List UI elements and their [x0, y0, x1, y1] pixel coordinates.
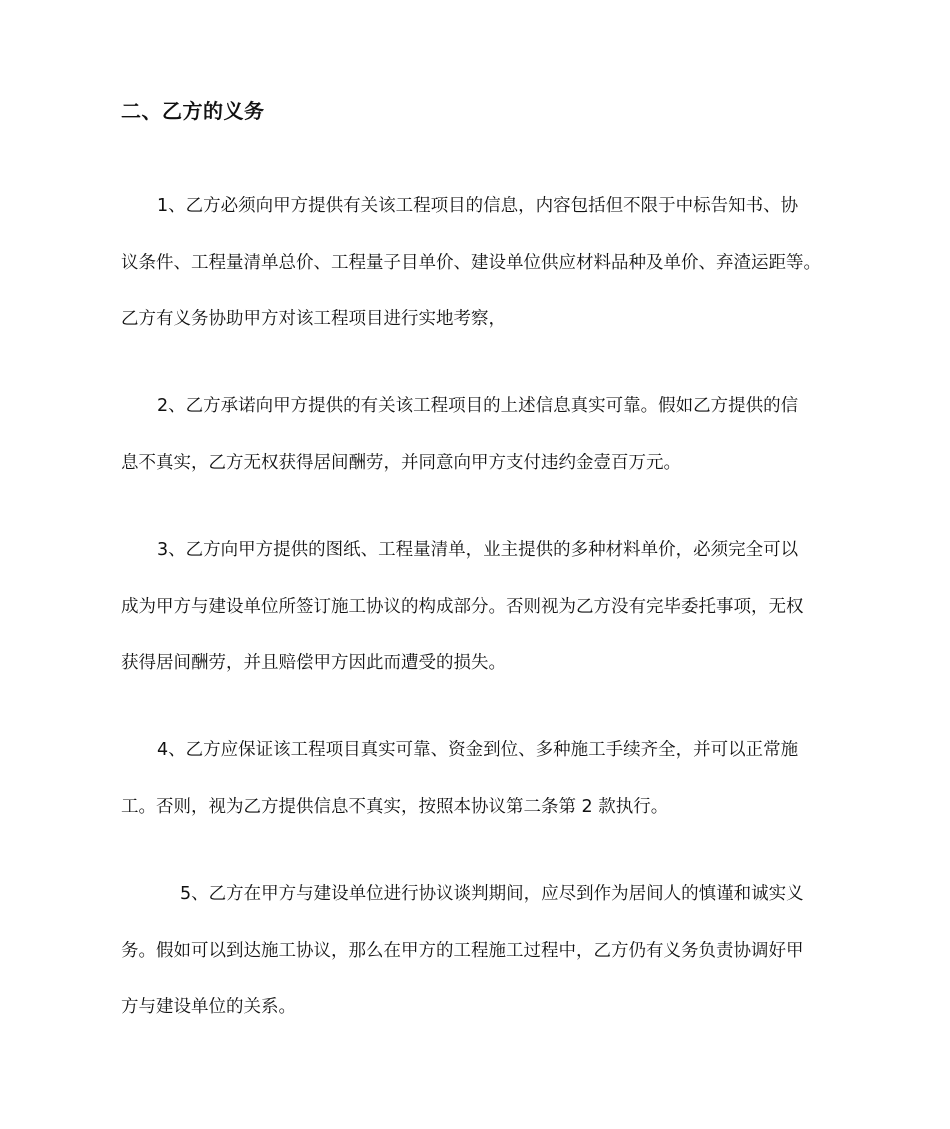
- paragraph-1-line-3: 乙方有义务协助甲方对该工程项目进行实地考察，: [121, 309, 506, 329]
- paragraph-1-line-1: 1、乙方必须向甲方提供有关该工程项目的信息，内容包括但不限于中标告知书、协: [157, 196, 799, 216]
- paragraph-1-line-2: 议条件、工程量清单总价、工程量子目单价、建设单位供应材料品种及单价、弃渣运距等。: [121, 253, 821, 273]
- paragraph-5-line-2: 务。假如可以到达施工协议，那么在甲方的工程施工过程中，乙方仍有义务负责协调好甲: [121, 941, 804, 961]
- paragraph-4-line-2: 工。否则，视为乙方提供信息不真实，按照本协议第二条第 2 款执行。: [121, 797, 669, 817]
- paragraph-5-line-1: 5、乙方在甲方与建设单位进行协议谈判期间，应尽到作为居间人的慎谨和诚实义: [180, 884, 804, 904]
- paragraph-3-line-1: 3、乙方向甲方提供的图纸、工程量清单，业主提供的多种材料单价，必须完全可以: [157, 540, 799, 560]
- paragraph-4-line-1: 4、乙方应保证该工程项目真实可靠、资金到位、多种施工手续齐全，并可以正常施: [157, 740, 799, 760]
- paragraph-3-line-2: 成为甲方与建设单位所签订施工协议的构成部分。否则视为乙方没有完毕委托事项，无权: [121, 597, 804, 617]
- paragraph-3-line-3: 获得居间酬劳，并且赔偿甲方因此而遭受的损失。: [121, 653, 506, 673]
- paragraph-5-line-3: 方与建设单位的关系。: [121, 997, 296, 1017]
- paragraph-2-line-2: 息不真实，乙方无权获得居间酬劳，并同意向甲方支付违约金壹百万元。: [121, 453, 681, 473]
- section-heading: 二、乙方的义务: [121, 99, 265, 123]
- paragraph-2-line-1: 2、乙方承诺向甲方提供的有关该工程项目的上述信息真实可靠。假如乙方提供的信: [157, 396, 799, 416]
